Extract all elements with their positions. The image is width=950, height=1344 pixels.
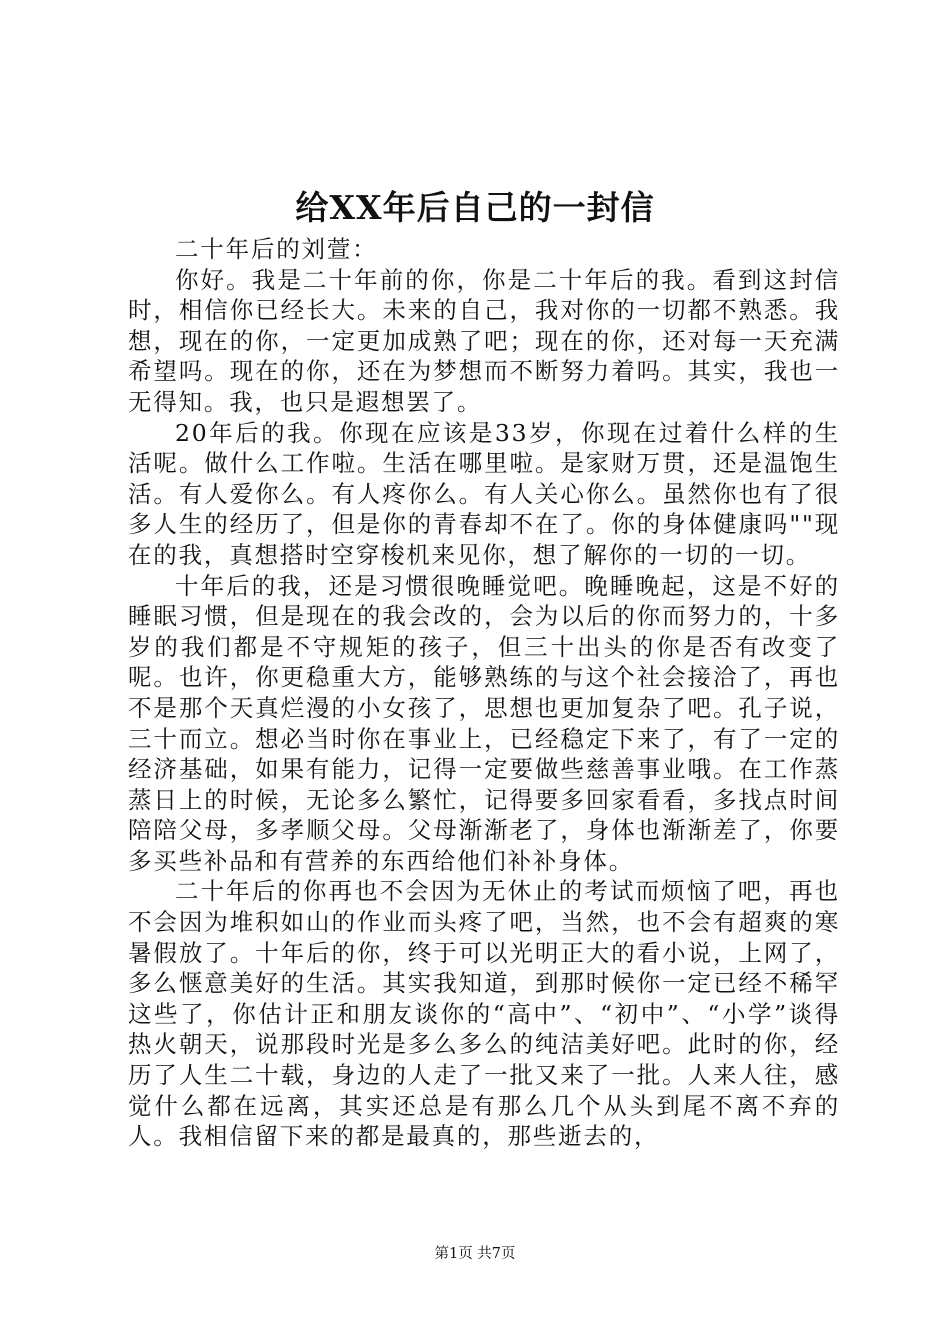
letter-salutation: 二十年后的刘萱： bbox=[175, 235, 378, 263]
page-number-footer: 第1页 共7页 bbox=[434, 1246, 516, 1262]
paragraph-future-life: 二十年后的你再也不会因为无休止的考试而烦恼了吧，再也不会因为堆积如山的作业而头疼了吧，当然，也不会有超爽的寒暑假放了。十年后的你，终于可以光明正大的看小说，上网了，多么惬意美好的生活。其实我知道，到那时候你一定已经不稀罕这些了，你估计正和朋友谈你的“高中”、“初中”、“小学”谈得热火朝天，说那段时光是多么多么的纯洁美好吧。此时的你，经历了人生二十载，身边的人走了一批又来了一批。人来人往，感觉什么都在远离，其实还总是有那么几个从头到尾不离不弃的人。我相信留下来的都是最真的，那些逝去的， bbox=[128, 877, 840, 1151]
document-title: 给XX年后自己的一封信 bbox=[295, 188, 655, 227]
letter-body bbox=[128, 234, 840, 1152]
paragraph-ten-years: 十年后的我，还是习惯很晚睡觉吧。晚睡晚起，这是不好的睡眠习惯，但是现在的我会改的，会为以后的你而努力的，十多岁的我们都是不守规矩的孩子，但三十出头的你是否有改变了呢。也许，你更稳重大方，能够熟练的与这个社会接洽了，再也不是那个天真烂漫的小女孩了，思想也更加复杂了吧。孔子说，三十而立。想必当时你在事业上，已经稳定下来了，有了一定的经济基础，如果有能力，记得一定要做些慈善事业哦。在工作蒸蒸日上的时候，无论多么繁忙，记得要多回家看看，多找点时间陪陪父母，多孝顺父母。父母渐渐老了，身体也渐渐差了，你要多买些补品和有营养的东西给他们补补身体。 bbox=[128, 571, 840, 875]
paragraph-greeting: 你好。我是二十年前的你，你是二十年后的我。看到这封信时，相信你已经长大。未来的自己，我对你的一切都不熟悉。我想，现在的你，一定更加成熟了吧；现在的你，还对每一天充满希望吗。现在的你，还在为梦想而不断努力着吗。其实，我也一无得知。我，也只是遐想罢了。 bbox=[128, 265, 840, 416]
paragraph-twenty-years: 20年后的我。你现在应该是33岁，你现在过着什么样的生活呢。做什么工作啦。生活在哪里啦。是家财万贯，还是温饱生活。有人爱你么。有人疼你么。有人关心你么。虽然你也有了很多人生的经历了，但是你的青春却不在了。你的身体健康吗""现在的我，真想搭时空穿梭机来见你，想了解你的一切的一切。 bbox=[128, 418, 840, 569]
